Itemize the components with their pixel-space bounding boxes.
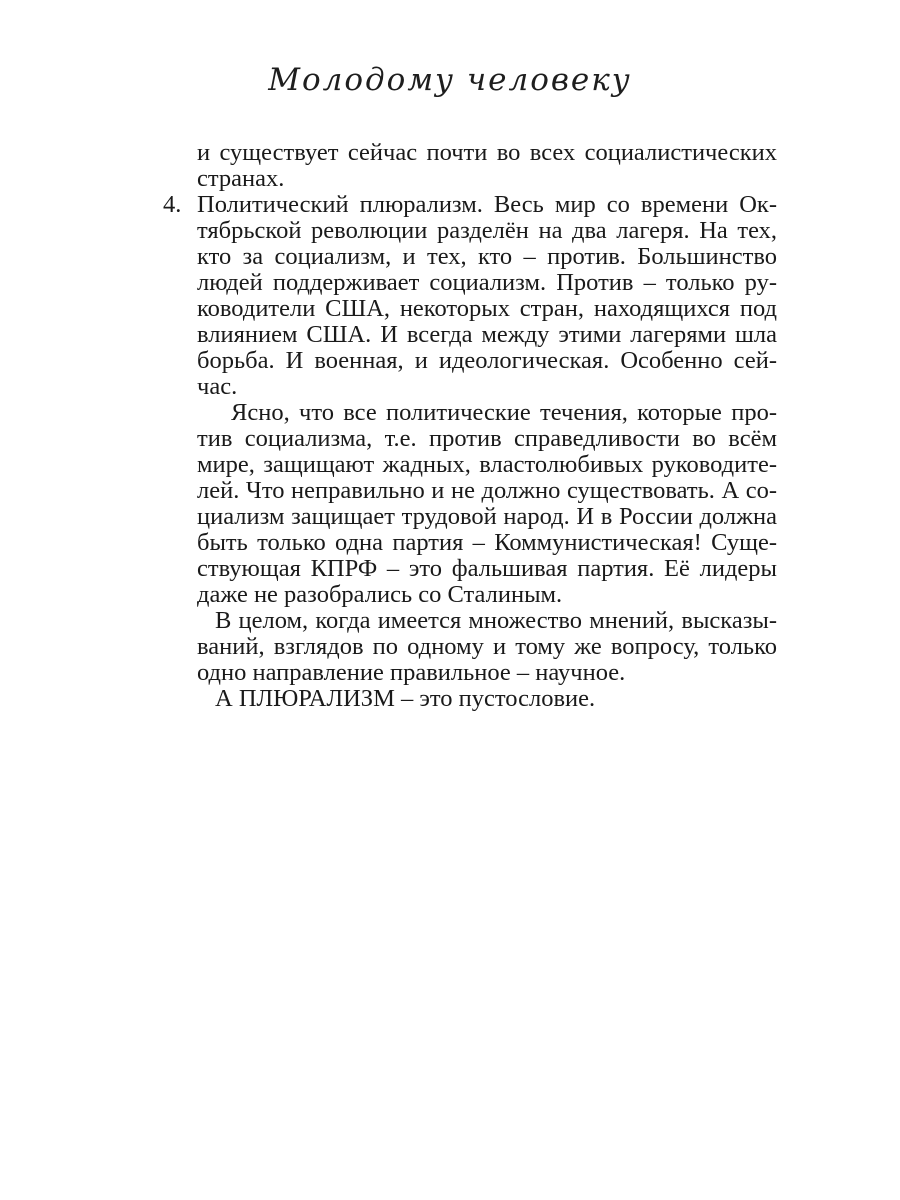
text-line: ководители США, некоторых стран, находящихся под xyxy=(197,295,777,322)
text-line: борьба. И военная, и идеологическая. Особенно сей- xyxy=(197,347,777,374)
text-line: быть только одна партия – Коммунистическая! Суще- xyxy=(197,529,777,556)
item-number: 4. xyxy=(163,191,182,218)
text-line: А ПЛЮРАЛИЗМ – это пустословие. xyxy=(215,685,596,712)
text-line: странах. xyxy=(197,165,285,192)
text-line: одно направление правильное – научное. xyxy=(197,659,626,686)
text-line: людей поддерживает социализм. Против – только ру- xyxy=(197,269,777,296)
paragraph-2 xyxy=(197,400,777,608)
numbered-item-4 xyxy=(163,191,777,400)
text-line: тябрьской революции разделён на два лагеря. На тех, xyxy=(197,217,777,244)
text-line: лей. Что неправильно и не должно существовать. А со- xyxy=(197,477,777,504)
paragraph-4 xyxy=(197,686,777,712)
text-line: влиянием США. И всегда между этими лагерями шла xyxy=(197,321,777,348)
text-line: даже не разобрались со Сталиным. xyxy=(197,581,563,608)
paragraph-3 xyxy=(197,608,777,686)
text-line: мире, защищают жадных, властолюбивых руководите- xyxy=(197,451,777,478)
body-text xyxy=(163,139,777,712)
text-line: Ясно, что все политические течения, которые про- xyxy=(231,399,777,426)
text-line: тив социализма, т.е. против справедливости во всём xyxy=(197,425,777,452)
text-line: кто за социализм, и тех, кто – против. Большинство xyxy=(197,243,777,270)
text-line: циализм защищает трудовой народ. И в России должна xyxy=(197,503,777,530)
text-line: ствующая КПРФ – это фальшивая партия. Её лидеры xyxy=(197,555,777,582)
text-line: Политический плюрализм. Весь мир со времени Ок- xyxy=(197,191,777,218)
text-line: час. xyxy=(197,373,238,400)
text-line: В целом, когда имеется множество мнений, высказы- xyxy=(215,607,777,634)
running-title: Молодому человеку xyxy=(268,62,632,98)
text-line: ваний, взглядов по одному и тому же вопросу, только xyxy=(197,633,777,660)
carryover-paragraph xyxy=(197,140,777,192)
text-line: и существует сейчас почти во всех социалистических xyxy=(197,139,777,166)
